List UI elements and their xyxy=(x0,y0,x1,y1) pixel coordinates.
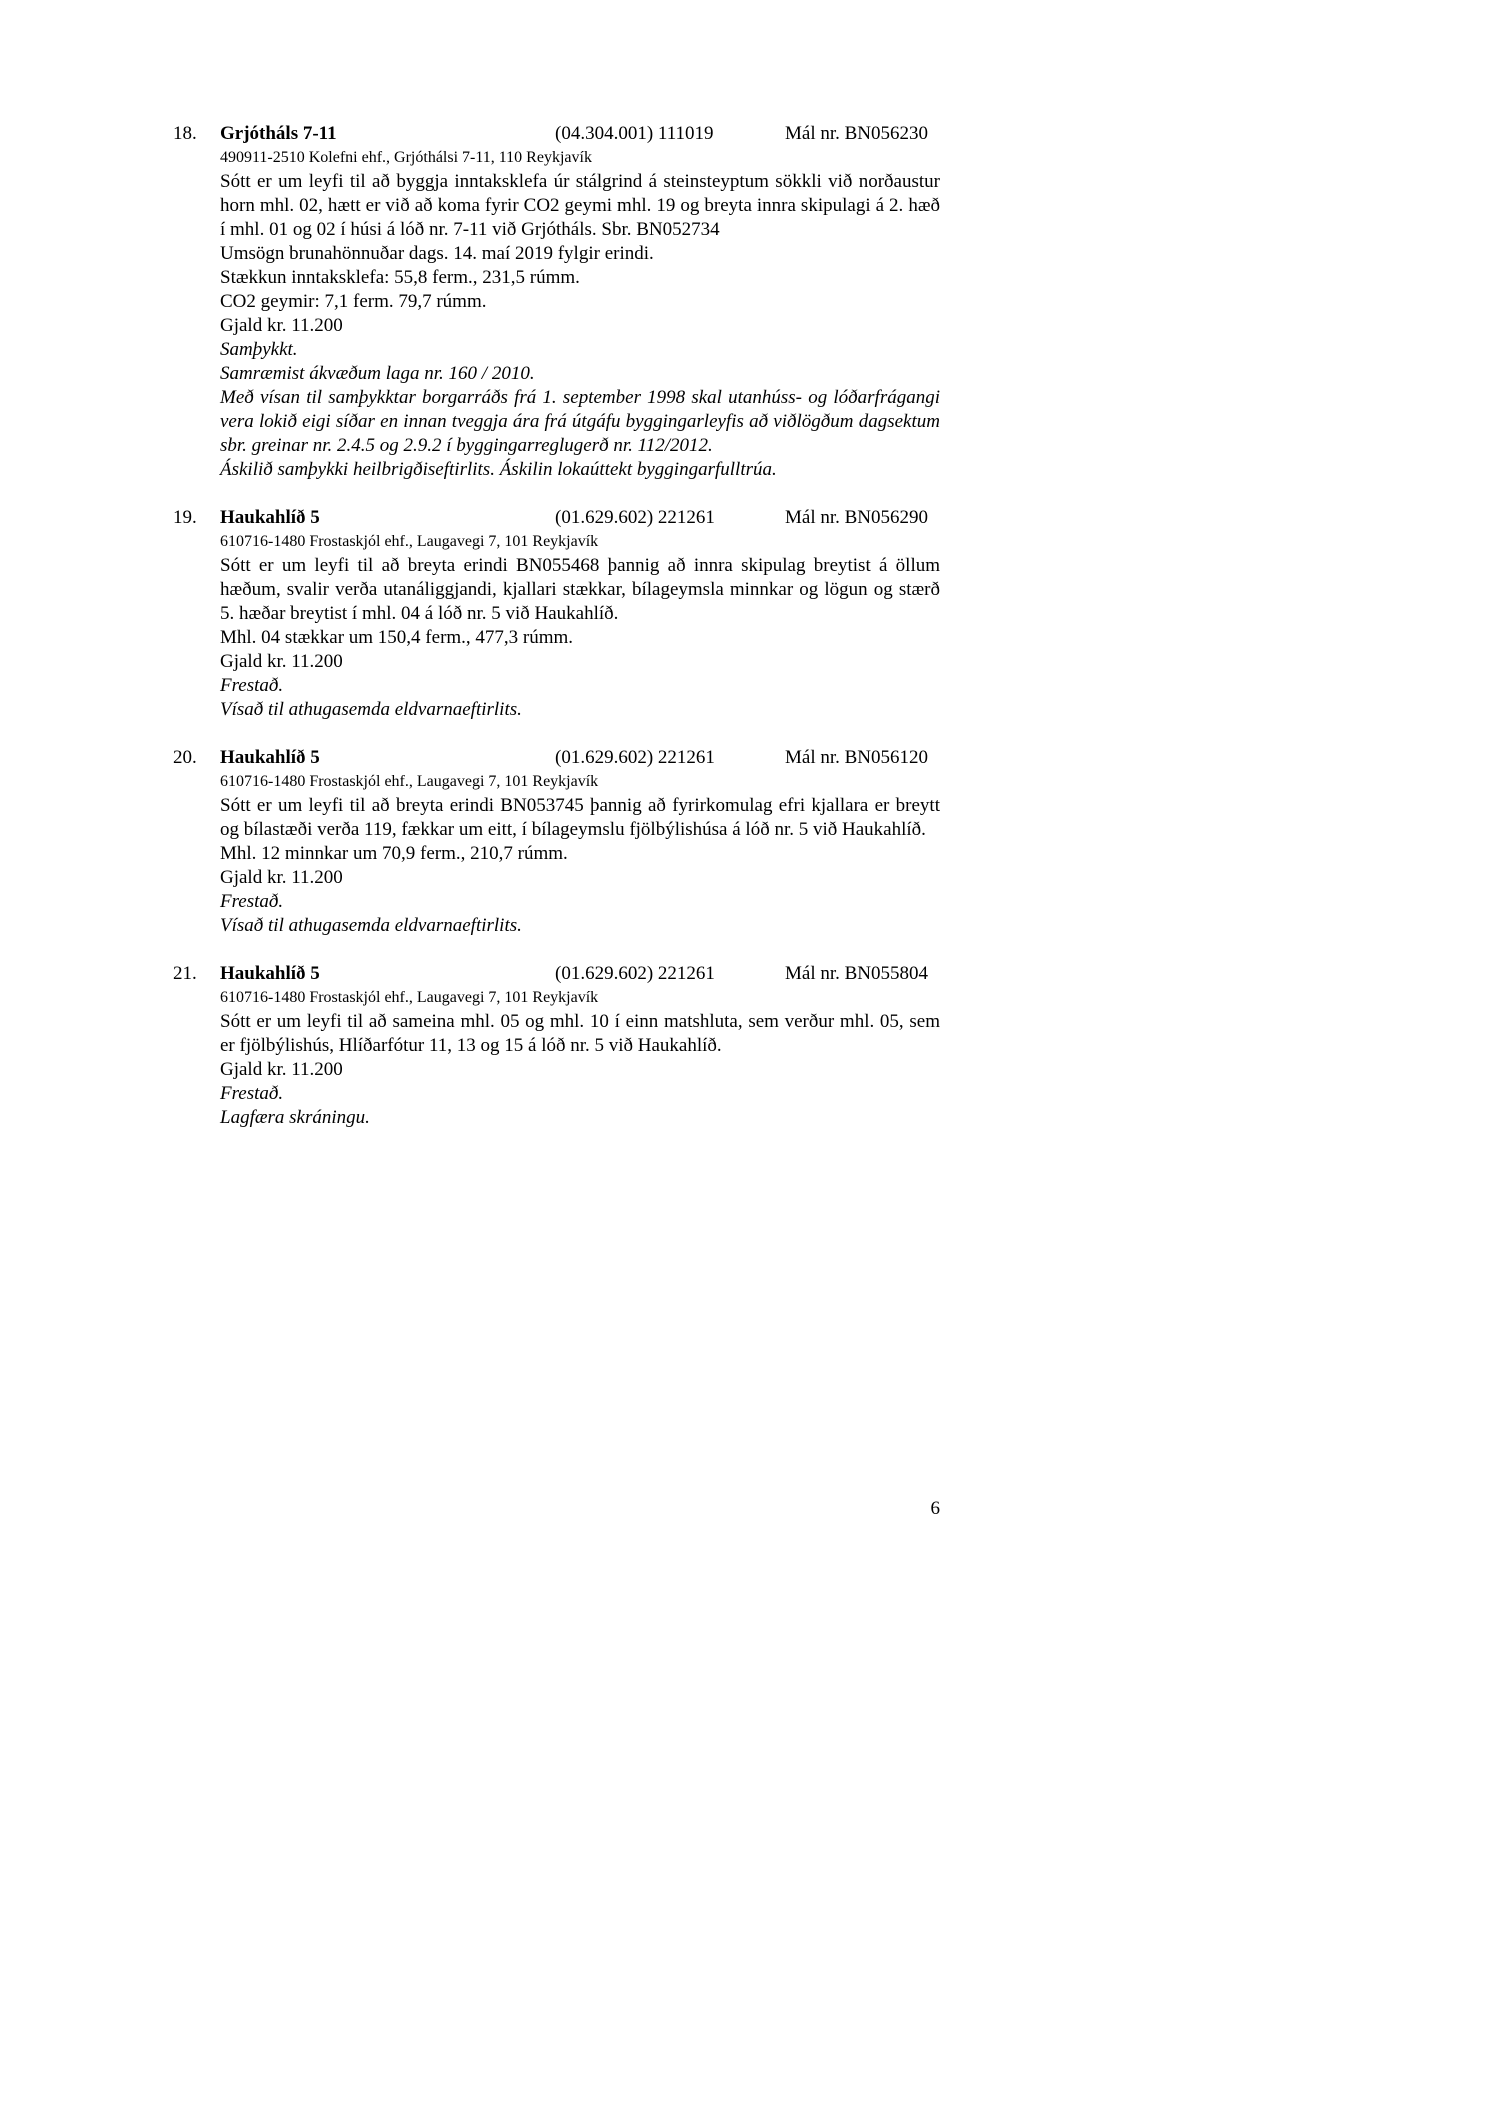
case-number: Mál nr. BN055804 xyxy=(785,963,929,984)
decision-line: Áskilið samþykki heilbrigðiseftirlits. Áskilin lokaúttekt byggingarfulltrúa. xyxy=(220,459,777,480)
case-number: Mál nr. BN056290 xyxy=(785,507,929,528)
applicant-line: 490911-2510 Kolefni ehf., Grjóthálsi 7-11, 110 Reykjavík xyxy=(220,149,592,166)
case-number: Mál nr. BN056230 xyxy=(785,123,929,144)
measurement-line: CO2 geymir: 7,1 ferm. 79,7 rúmm. xyxy=(220,291,487,312)
item-title: Grjótháls 7-11 xyxy=(220,123,337,144)
fee-line: Gjald kr. 11.200 xyxy=(220,1059,343,1080)
agenda-item-20 xyxy=(173,746,940,938)
item-number: 21. xyxy=(173,963,197,984)
item-title: Haukahlíð 5 xyxy=(220,747,320,768)
item-title: Haukahlíð 5 xyxy=(220,507,320,528)
applicant-line: 610716-1480 Frostaskjól ehf., Laugavegi 7, 101 Reykjavík xyxy=(220,773,599,790)
item-header xyxy=(173,122,940,146)
measurement-line: Stækkun inntaksklefa: 55,8 ferm., 231,5 rúmm. xyxy=(220,267,580,288)
property-id: (04.304.001) 111019 xyxy=(555,123,714,144)
decision-line: Samþykkt. xyxy=(220,339,298,360)
agenda-item-18 xyxy=(173,122,940,482)
body-paragraph: Sótt er um leyfi til að sameina mhl. 05 og mhl. 10 í einn matshluta, sem verður mhl. 05, sem er fjölbýlishús, Hlíðarfótur 11, 13 og 15 á lóð nr. 5 við Haukahlíð. xyxy=(220,1011,940,1056)
applicant-line: 610716-1480 Frostaskjól ehf., Laugavegi 7, 101 Reykjavík xyxy=(220,533,599,550)
item-header xyxy=(173,962,940,986)
measurement-line: Mhl. 04 stækkar um 150,4 ferm., 477,3 rúmm. xyxy=(220,627,574,648)
note-line: Umsögn brunahönnuðar dags. 14. maí 2019 fylgir erindi. xyxy=(220,243,654,264)
item-number: 18. xyxy=(173,123,197,144)
agenda-item-19 xyxy=(173,506,940,722)
body-paragraph: Sótt er um leyfi til að byggja inntaksklefa úr stálgrind á steinsteyptum sökkli við norðaustur horn mhl. 02, hætt er við að koma fyrir CO2 geymi mhl. 19 og breyta innra skipulagi á 2. hæð í mhl. 01 og 02 í húsi á lóð nr. 7-11 við Grjótháls. Sbr. BN052734 xyxy=(220,171,940,240)
decision-line: Frestað. xyxy=(220,675,284,696)
minutes-content xyxy=(173,122,940,1154)
item-header xyxy=(173,746,940,770)
fee-line: Gjald kr. 11.200 xyxy=(220,651,343,672)
item-number: 20. xyxy=(173,747,197,768)
decision-line: Vísað til athugasemda eldvarnaeftirlits. xyxy=(220,699,522,720)
property-id: (01.629.602) 221261 xyxy=(555,747,715,768)
decision-line: Lagfæra skráningu. xyxy=(220,1107,370,1128)
applicant-line: 610716-1480 Frostaskjól ehf., Laugavegi 7, 101 Reykjavík xyxy=(220,989,599,1006)
decision-line: Samræmist ákvæðum laga nr. 160 / 2010. xyxy=(220,363,535,384)
case-number: Mál nr. BN056120 xyxy=(785,747,929,768)
property-id: (01.629.602) 221261 xyxy=(555,963,715,984)
decision-paragraph: Með vísan til samþykktar borgarráðs frá 1. september 1998 skal utanhúss- og lóðarfrágangi vera lokið eigi síðar en innan tveggja ára frá útgáfu byggingarleyfis að viðlögðum dagsektum sbr. greinar nr. 2.4.5 og 2.9.2 í byggingarreglugerð nr. 112/2012. xyxy=(220,387,940,456)
decision-line: Frestað. xyxy=(220,1083,284,1104)
agenda-item-21 xyxy=(173,962,940,1130)
body-paragraph: Sótt er um leyfi til að breyta erindi BN053745 þannig að fyrirkomulag efri kjallara er breytt og bílastæði verða 119, fækkar um eitt, í bílageymslu fjölbýlishúsa á lóð nr. 5 við Haukahlíð. xyxy=(220,795,940,840)
item-title: Haukahlíð 5 xyxy=(220,963,320,984)
item-number: 19. xyxy=(173,507,197,528)
property-id: (01.629.602) 221261 xyxy=(555,507,715,528)
item-header xyxy=(173,506,940,530)
page-number: 6 xyxy=(930,1498,940,1519)
body-paragraph: Sótt er um leyfi til að breyta erindi BN055468 þannig að innra skipulag breytist á öllum hæðum, svalir verða utanáliggjandi, kjallari stækkar, bílageymsla minnkar og lögun og stærð 5. hæðar breytist í mhl. 04 á lóð nr. 5 við Haukahlíð. xyxy=(220,555,940,624)
decision-line: Frestað. xyxy=(220,891,284,912)
measurement-line: Mhl. 12 minnkar um 70,9 ferm., 210,7 rúmm. xyxy=(220,843,568,864)
decision-line: Vísað til athugasemda eldvarnaeftirlits. xyxy=(220,915,522,936)
fee-line: Gjald kr. 11.200 xyxy=(220,867,343,888)
fee-line: Gjald kr. 11.200 xyxy=(220,315,343,336)
